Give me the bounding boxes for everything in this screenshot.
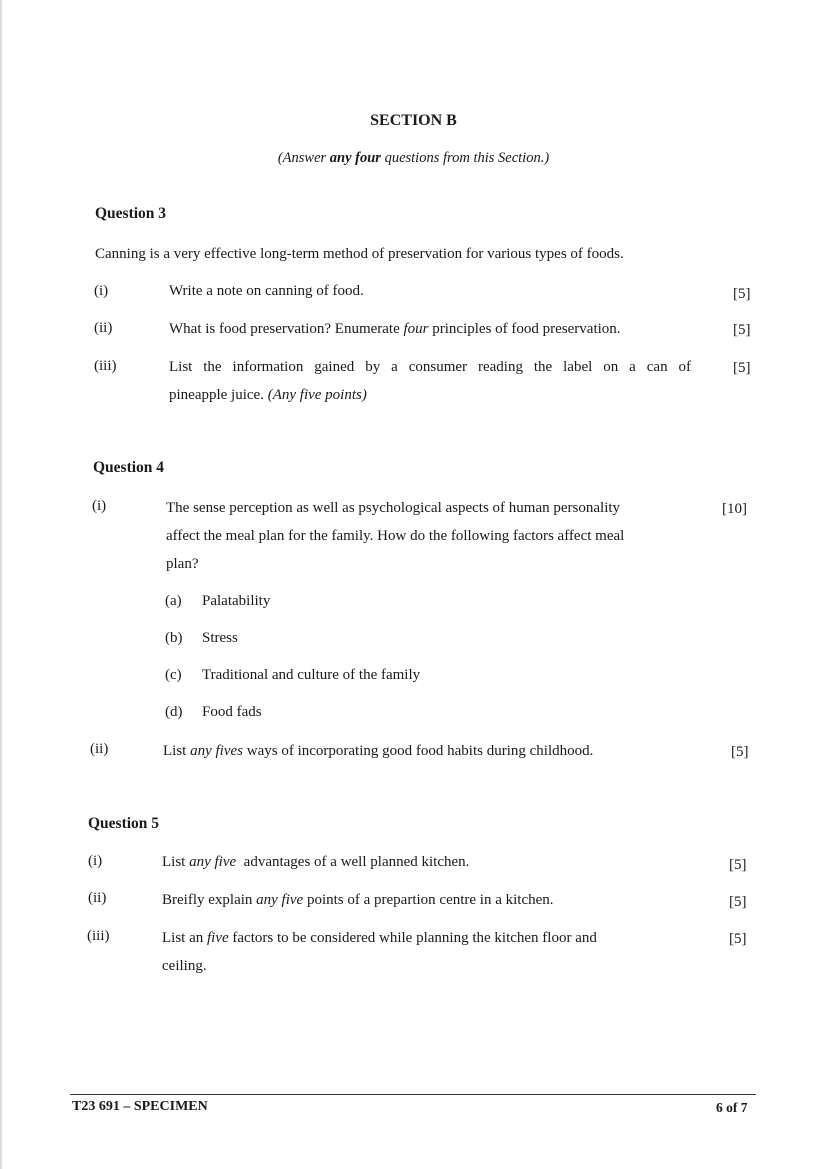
q3-iii-line2: pineapple juice. (Any five points) <box>169 387 367 403</box>
question-3-heading: Question 3 <box>95 205 167 222</box>
q4-i-marks: [10] <box>722 501 747 517</box>
q3-iii-marks: [5] <box>733 360 751 376</box>
q4-i-sub-b-label: (b) <box>165 630 183 646</box>
q5-i-marks: [5] <box>729 857 747 873</box>
q5-ii-text: Breifly explain any five points of a prepartion centre in a kitchen. <box>162 892 554 908</box>
q4-i-line2: affect the meal plan for the family. How do the following factors affect meal <box>166 528 625 544</box>
q5-iii-number: (iii) <box>87 928 110 944</box>
q3-ii-text: What is food preservation? Enumerate four principles of food preservation. <box>169 321 621 337</box>
q5-iii-line1: List an five factors to be considered while planning the kitchen floor and <box>162 930 597 946</box>
q5-i-number: (i) <box>88 853 103 869</box>
scan-edge <box>0 0 3 1169</box>
footer-rule <box>70 1094 756 1095</box>
q4-i-sub-a-label: (a) <box>165 593 182 609</box>
section-instruction: (Answer any four questions from this Section.) <box>277 150 550 166</box>
q4-i-sub-d-text: Food fads <box>202 704 262 720</box>
footer-paper-code: T23 691 – SPECIMEN <box>72 1099 208 1114</box>
q5-iii-line2: ceiling. <box>162 958 207 974</box>
q3-ii-marks: [5] <box>733 322 751 338</box>
q4-ii-marks: [5] <box>731 744 749 760</box>
footer-page-number: 6 of 7 <box>716 1100 748 1115</box>
q4-i-sub-c-text: Traditional and culture of the family <box>202 667 421 683</box>
q4-i-line1: The sense perception as well as psychological aspects of human personality <box>166 500 621 516</box>
q5-i-text: List any five advantages of a well planned kitchen. <box>162 854 470 870</box>
q3-i-text: Write a note on canning of food. <box>169 283 364 299</box>
q3-iii-number: (iii) <box>94 358 117 374</box>
question-4-heading: Question 4 <box>93 459 165 476</box>
question-5-heading: Question 5 <box>88 815 160 832</box>
q4-i-sub-d-label: (d) <box>165 704 183 720</box>
q3-i-number: (i) <box>94 283 109 299</box>
q5-iii-marks: [5] <box>729 931 747 947</box>
question-3-intro: Canning is a very effective long-term method of preservation for various types of foods. <box>95 246 624 262</box>
q5-ii-marks: [5] <box>729 894 747 910</box>
q4-i-sub-b-text: Stress <box>202 630 238 646</box>
q4-ii-text: List any fives ways of incorporating good food habits during childhood. <box>163 743 594 759</box>
q4-i-sub-a-text: Palatability <box>202 593 271 609</box>
q4-ii-number: (ii) <box>90 741 109 757</box>
q3-iii-line1: List the information gained by a consumer reading the label on a can of <box>169 359 691 375</box>
q3-i-marks: [5] <box>733 286 751 302</box>
q4-i-number: (i) <box>92 498 107 514</box>
q4-i-sub-c-label: (c) <box>165 667 182 683</box>
q3-ii-number: (ii) <box>94 320 113 336</box>
q4-i-line3: plan? <box>166 556 199 572</box>
q5-ii-number: (ii) <box>88 890 107 906</box>
section-title: SECTION B <box>370 112 457 129</box>
